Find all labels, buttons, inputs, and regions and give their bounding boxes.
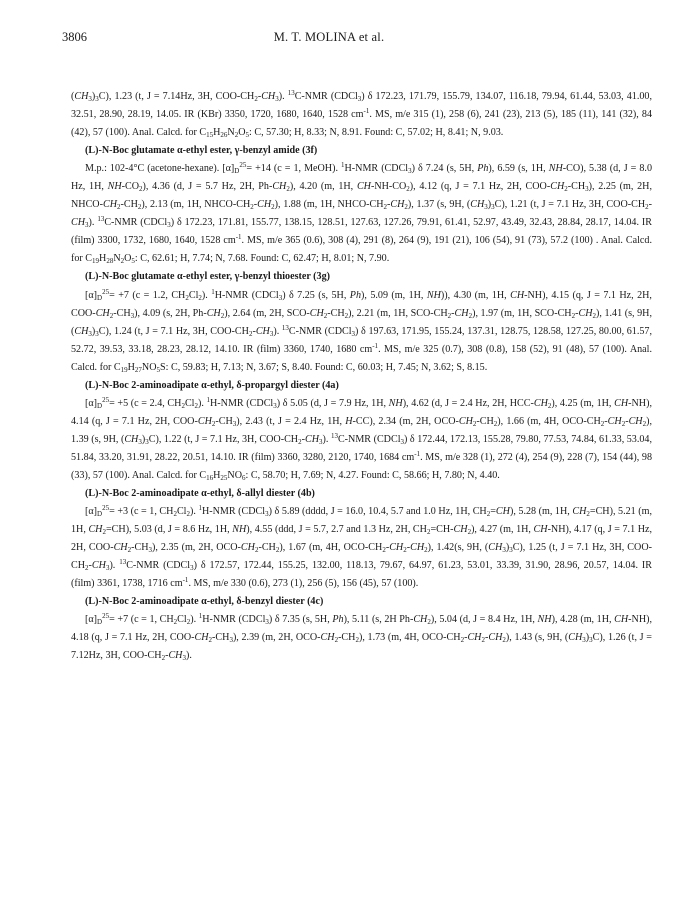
paragraph: M.p.: 102-4°C (acetone-hexane). $[\alpha]_D^{25}= +14$ (c = 1, MeOH). $^1$H-NMR (CDCl$_3$) δ 7.24 (s, 5H, Ph), 6.59 (s, 1H, NH-CO), 5.38 (d, J = 8.0 Hz, 1H, $NH-CO_2$), 4.36 (d, J = 5.7 Hz, 2H, $Ph-CH_2$), 4.20 (m, 1H, $CH-NH-CO_2$), 4.12 (q, J = 7.1 Hz, 2H, COO-$CH_2-CH_3$), 2.25 (m, 2H, NHCO-$CH_2-CH_2$), 2.13 (m, 1H, NHCO-$CH_2-CH_2$), 1.88 (m, 1H, NHCO-$CH_2-CH_2$), 1.37 (s, 9H, $(CH_3)_3C$), 1.21 (t, J = 7.1 Hz, 3H, COO-$CH_2-CH_3$). $^{13}$C-NMR (CDCl$_3$) δ 172.23, 171.81, 155.77, 138.15, 128.51, 127.63, 127.26, 79.91, 61.41, 52.97, 43.49, 32.43, 28.84, 28.17, 14.04. IR (film) 3300, 1732, 1680, 1640, 1528 $cm^{-1}$. MS, m/e 365 (0.6), 308 (4), 291 (8), 264 (9), 191 (21), 106 (54), 91 (73), 57.2 (100) . Anal. Calcd. for $C_{19}H_{28}N_2O_5$: C, 62.61; H, 7.74; N, 7.68. Found: C, 62.47; H, 8.01; N, 7.90. — [71, 161, 653, 266]
running-head: M. T. MOLINA et al. — [273, 30, 385, 44]
compound-heading: (L)-N-Boc 2-aminoadipate α-ethyl, δ-propargyl diester (4a) — [85, 379, 339, 391]
page-header — [62, 30, 636, 46]
paragraph: $[\alpha]_D^{25}= +5$ (c = 2.4, $CH_2Cl_2$). $^1$H-NMR (CDCl$_3$) δ 5.05 (d, J = 7.9 Hz, 1H, NH), 4.62 (d, J = 2.4 Hz, 2H, HCC-$CH_2$), 4.25 (m, 1H, CH-NH), 4.14 (q, J = 7.1 Hz, 2H, COO-$CH_2-CH_3$), 2.43 (t, J = 2.4 Hz, 1H, H-CC), 2.34 (m, 2H, OCO-$CH_2-CH_2$), 1.66 (m, 4H, OCO-$CH_2-CH_2-CH_2$), 1.39 (s, 9H, $(CH_3)_3C$), 1.22 (t, J = 7.1 Hz, 3H, COO-$CH_2-CH_3$). $^{13}$C-NMR (CDCl$_3$) δ 172.44, 172.13, 155.28, 79.80, 77.53, 74.84, 61.33, 53.04, 51.84, 33.20, 31.91, 28.22, 20.51, 14.10. IR (film) 3360, 3280, 2120, 1740, 1684 $cm^{-1}$. MS, m/e 328 (1), 272 (4), 254 (9), 228 (7), 154 (44), 98 (33), 57 (100). Anal. Calcd. for $C_{16}H_{25}NO_6$: C, 58.70; H, 7.69; N, 4.27. Found: C, 58.66; H, 7.80; N, 4.40. — [71, 395, 653, 482]
paragraph: $(CH_3)_3C$), 1.23 (t, J = 7.14Hz, 3H, COO-$CH_2-CH_3$). $^{13}$C-NMR (CDCl$_3$) δ 172.23, 171.79, 155.79, 134.07, 116.18, 79.94, 61.44, 53.03, 41.00, 32.51, 28.90, 28.19, 14.05. IR (KBr) 3350, 1720, 1680, 1640, 1528 $cm^{-1}$. MS, m/e 315 (1), 258 (6), 241 (23), 213 (5), 185 (11), 141 (32), 84 (42), 57 (100). Anal. Calcd. for $C_{15}H_{26}N_2O_5$: C, 57.30; H, 8.33; N, 8.91. Found: C, 57.02; H, 8.41; N, 9.03. — [71, 89, 652, 140]
paragraph: $[\alpha]_D^{25}= +3$ (c = 1, $CH_2Cl_2$). $^1$H-NMR (CDCl$_3$) δ 5.89 (dddd, J = 16.0, 10.4, 5.7 and 1.0 Hz, 1H, $CH_2=CH$), 5.28 (m, 1H, $CH_2=CH$), 5.21 (m, 1H, $CH_2=CH$), 5.03 (d, J = 8.6 Hz, 1H, NH), 4.55 (ddd, J = 5.7, 2.7 and 1.3 Hz, 2H, $CH_2=CH-CH_2$), 4.27 (m, 1H, CH-NH), 4.17 (q, J = 7.1 Hz, 2H, COO-$CH_2-CH_3$), 2.35 (m, 2H, OCO-$CH_2-CH_2$), 1.67 (m, 4H, OCO-$CH_2-CH_2-CH_2$), 1.42(s, 9H, $(CH_3)_3C$), 1.25 (t, J = 7.1 Hz, 3H, COO-$CH_2-CH_3$). $^{13}$C-NMR (CDCl$_3$) δ 172.57, 172.44, 155.25, 132.00, 118.13, 79.67, 64.97, 61.23, 53.01, 33.39, 31.90, 28.96, 20.57, 14.04. IR (film) 3361, 1738, 1716 $cm^{-1}$. MS, m/e 330 (0.6), 273 (1), 256 (5), 156 (45), 57 (100). — [71, 504, 652, 590]
paragraph: $[\alpha]_D^{25}= +7$ (c = 1, $CH_2Cl_2$). $^1$H-NMR (CDCl$_3$) δ 7.35 (s, 5H, Ph), 5.11 (s, 2H $Ph-CH_2$), 5.04 (d, J = 8.4 Hz, 1H, NH), 4.28 (m, 1H, CH-NH), 4.18 (q, J = 7.1 Hz, 2H, COO-$CH_2-CH_3$), 2.39 (m, 2H, OCO-$CH_2-CH_2$), 1.73 (m, 4H, OCO-$CH_2-CH_2-CH_2$), 1.43 (s, 9H, $(CH_3)_3C$), 1.26 (t, J = 7.12Hz, 3H, COO-$CH_2-CH_3$). — [71, 612, 652, 663]
compound-heading: (L)-N-Boc 2-aminoadipate α-ethyl, δ-allyl diester (4b) — [85, 488, 315, 500]
page-number: 3806 — [62, 30, 87, 44]
compound-heading: (L)-N-Boc 2-aminoadipate α-ethyl, δ-benzyl diester (4c) — [85, 596, 324, 608]
article-body — [71, 88, 652, 666]
paragraph: $[\alpha]_D^{25}= +7$ (c = 1.2, $CH_2Cl_2$). $^1$H-NMR (CDCl$_3$) δ 7.25 (s, 5H, Ph), 5.09 (m, 1H, NH)), 4.30 (m, 1H, CH-NH), 4.15 (q, J = 7.1 Hz, 2H, COO-$CH_2-CH_3$), 4.09 (s, 2H, $Ph-CH_2$), 2.64 (m, 2H, SCO-$CH_2-CH_2$), 2.21 (m, 1H, SCO-$CH_2-CH_2$), 1.97 (m, 1H, SCO-$CH_2-CH_2$), 1.41 (s, 9H, $(CH_3)_3C$), 1.24 (t, J = 7.1 Hz, 3H, COO-$CH_2-CH_3$). $^{13}$C-NMR (CDCl$_3$) δ 197.63, 171.95, 155.24, 137.31, 128.75, 128.58, 127.25, 80.00, 61.57, 52.72, 39.53, 33.18, 28.23, 28.12, 14.10. IR (film) 3360, 1740, 1680 $cm^{-1}$. MS, m/e 325 (0.7), 308 (0.8), 158 (52), 91 (48), 57 (100). Anal. Calcd. for $C_{19}H_{27}NO_5S$: C, 59.83; H, 7.13; N, 3.67; S, 8.40. Found: C, 60.03; H, 7.45; N, 3.62; S, 8.15. — [71, 287, 652, 374]
compound-heading: (L)-N-Boc glutamate α-ethyl ester, γ-benzyl thioester (3g) — [85, 271, 330, 283]
compound-heading: (L)-N-Boc glutamate α-ethyl ester, γ-benzyl amide (3f) — [85, 145, 318, 157]
